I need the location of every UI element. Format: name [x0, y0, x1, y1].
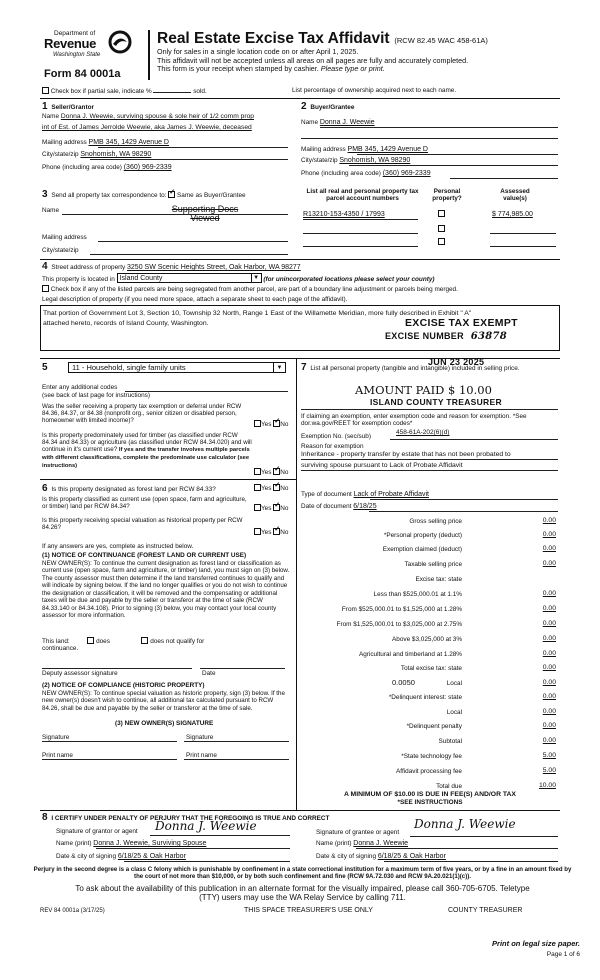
- parcel-number-1[interactable]: R13210-153-4350 / 17993: [303, 211, 385, 218]
- timber-answer: Yes ✓ No: [254, 468, 288, 476]
- exemption-no-checkbox[interactable]: [273, 420, 280, 427]
- form-title-row: [157, 30, 488, 48]
- land-use-value: 11 - Household, single family units: [72, 363, 186, 372]
- buyer-mailing-row: [301, 146, 428, 154]
- exemption-answer: Yes ✓ No: [254, 420, 288, 428]
- historic-answer: Yes ✓ No: [254, 528, 288, 536]
- seller-name-label: Name: [42, 113, 60, 120]
- grantor-date-label: Date & city of signing: [56, 853, 117, 860]
- buyer-phone-field[interactable]: (360) 969-2339: [382, 170, 431, 177]
- unincorporated-note: (for unincorporated locations please select your county): [263, 276, 435, 283]
- buyer-mailing-field[interactable]: PMB 345, 1429 Avenue D: [347, 146, 428, 153]
- delinquent-state-amount[interactable]: 0.00: [542, 693, 556, 700]
- gross-amount[interactable]: 0.00: [542, 517, 556, 524]
- deputy-date-label: Date: [202, 670, 216, 677]
- taxable-label: Taxable selling price: [404, 561, 462, 568]
- seller-city-field[interactable]: Snohomish, WA 98290: [80, 151, 152, 158]
- exemption-yes-checkbox[interactable]: [254, 420, 261, 427]
- excise-exempt-stamp: EXCISE TAX EXEMPT: [405, 317, 518, 329]
- form-citation: (RCW 82.45 WAC 458-61A): [394, 36, 488, 45]
- street-number: 4: [42, 261, 48, 272]
- buyer-phone-label: Phone (including area code): [301, 170, 381, 177]
- supporting-docs-text: Supporting Docs Viewed: [171, 204, 239, 223]
- personal-property-label: List all personal property (tangible and intangible) included in selling price.: [310, 365, 520, 372]
- tier2-label: From $525,000.01 to $1,525,000 at 1.28%: [341, 606, 462, 613]
- land-does-not-checkbox[interactable]: [141, 637, 148, 644]
- grantee-name-field[interactable]: Donna J. Weewie: [353, 840, 409, 847]
- county-treasurer-label: COUNTY TREASURER: [448, 907, 523, 914]
- land-does-checkbox[interactable]: [87, 637, 94, 644]
- header-instructions: [157, 48, 468, 74]
- forest-yes-checkbox[interactable]: [254, 484, 261, 491]
- grantee-date-field[interactable]: 6/18/25 & Oak Harbor: [377, 853, 446, 860]
- legal-line2: attached hereto, records of Island County, Washington.: [43, 319, 209, 327]
- this-land-row: This land: does does not qualify for: [42, 638, 205, 645]
- codes-label: Enter any additional codes: [42, 384, 118, 391]
- total-state-label: Total excise tax: state: [400, 665, 462, 672]
- section8-number: 8: [42, 812, 48, 823]
- seller-phone-field[interactable]: (360) 969-2339: [123, 164, 172, 171]
- section6-number: 6: [42, 483, 48, 494]
- legal-line1: That portion of Government Lot 3, Section 10, Township 32 North, Range 1 East of the Willamette Meridian, more fully described in Exhibit " A": [43, 310, 472, 317]
- dor-logo: [44, 30, 132, 70]
- owner-signature-label: Signature: [42, 734, 70, 741]
- land-use-chevron-icon[interactable]: ▼: [273, 363, 285, 373]
- timber-no-checkbox[interactable]: [273, 468, 280, 475]
- tech-fee-label: *State technology fee: [401, 753, 462, 760]
- section5-row: [42, 362, 50, 374]
- penalty-label: *Delinquent penalty: [406, 723, 462, 730]
- seller-number: 1: [42, 101, 48, 112]
- divider-top: [40, 98, 560, 99]
- seller-mailing-row: [42, 139, 169, 147]
- boundary-checkbox[interactable]: [42, 285, 49, 292]
- amount-paid-stamp: AMOUNT PAID $ 10.00: [355, 383, 492, 397]
- buyer-name-row: [301, 119, 375, 127]
- buyer-name-label: Name: [301, 119, 319, 126]
- section5-number: 5: [42, 362, 48, 373]
- new-owner-signature-title: (3) NEW OWNER(S) SIGNATURE: [115, 720, 214, 727]
- legal-paper-note: Print on legal size paper.: [492, 939, 580, 948]
- personal-checkbox-2[interactable]: [438, 225, 445, 233]
- local-rate: 0.0050: [392, 678, 415, 687]
- date-stamp: JUN 23 2025: [428, 357, 485, 367]
- grantor-name-field[interactable]: Donna J. Weewie, Surviving Spouse: [93, 840, 207, 847]
- tier3-label: From $1,525,000.01 to $3,025,000 at 2.75%: [336, 621, 462, 628]
- ag-amount[interactable]: 0.00: [542, 650, 556, 657]
- accessibility-note: [30, 885, 575, 903]
- doc-date-row: [301, 503, 377, 511]
- parcel-col-header: List all real and personal property tax parcel account numbers: [306, 188, 419, 203]
- reason-line1[interactable]: Inheritance - property transfer by estate that has not been probated to: [301, 451, 511, 458]
- tier4-amount[interactable]: 0.00: [542, 635, 556, 642]
- owner-print-name-label: Print name: [42, 752, 73, 759]
- personal-deduct-amount[interactable]: 0.00: [542, 531, 556, 538]
- ag-label: Agricultural and timberland at 1.28%: [358, 651, 462, 658]
- total-due-label: Total due: [436, 783, 462, 790]
- street-label: Street address of property: [51, 264, 126, 271]
- doc-date-field[interactable]: 6/18/25: [353, 503, 377, 510]
- grantee-signature-label: Signature of grantee or agent: [316, 829, 400, 836]
- current-use-yes-checkbox[interactable]: [254, 504, 261, 511]
- correspondence-number: 3: [42, 189, 48, 200]
- gross-label: Gross selling price: [409, 518, 462, 525]
- total-state-amount[interactable]: 0.00: [542, 664, 556, 671]
- taxable-amount[interactable]: 0.00: [542, 560, 556, 567]
- personal-deduct-label: *Personal property (deduct): [383, 532, 462, 539]
- local-amount[interactable]: 0.00: [542, 679, 556, 686]
- seller-phone-row: [42, 164, 172, 172]
- partial-sale-row: [42, 87, 207, 95]
- forest-question: Is this property designated as forest land per RCW 84.33?: [51, 486, 216, 493]
- if-yes-note: If any answers are yes, complete as instructed below.: [42, 543, 194, 550]
- buyer-phone-row: [301, 170, 431, 178]
- land-use-select[interactable]: [68, 362, 286, 373]
- seller-city-row: [42, 151, 151, 159]
- correspondence-label: Send all property tax correspondence to:: [51, 192, 167, 199]
- delinquent-state-label: *Delinquent interest: state: [388, 694, 462, 701]
- header-divider: [148, 30, 150, 80]
- exemption-question: Was the seller receiving a property tax exemption or deferral under RCW 84.36, 84.37, or 84.38 (nonprofit org., senior citizen or disabled person, homeowner with limited income)?: [42, 403, 242, 425]
- form-title: Real Estate Excise Tax Affidavit: [157, 30, 390, 47]
- notice-continuance-title: (1) NOTICE OF CONTINUANCE (FOREST LAND OR CURRENT USE): [42, 552, 247, 559]
- section7-number: 7: [301, 362, 307, 373]
- revision-label: REV 84 0001a (3/17/25): [40, 908, 105, 914]
- legal-label: Legal description of property (if you need more space, attach a separate sheet to each page of the affidavit).: [42, 296, 348, 303]
- county-select[interactable]: [117, 273, 262, 283]
- tier4-label: Above $3,025,000 at 3%: [392, 636, 462, 643]
- subtotal-label: Subtotal: [438, 738, 462, 745]
- certify-text: I CERTIFY UNDER PENALTY OF PERJURY THAT THE FOREGOING IS TRUE AND CORRECT: [51, 815, 330, 822]
- owner-signature-label-2: Signature: [186, 734, 214, 741]
- header-line1: Only for sales in a single location code on or after April 1, 2025.: [157, 47, 359, 56]
- exemption-number-row: [301, 433, 371, 440]
- notice-compliance-body: NEW OWNER(S): To continue special valuation as historic property, sign (3) below. If the new owner(s) doesn't wish to continue, all additional tax calculated pursuant to RCW 84.26, shall be due and payable by the seller or transferor at the time of sale.: [42, 690, 285, 712]
- penalty-amount[interactable]: 0.00: [542, 722, 556, 729]
- processing-fee-amount[interactable]: 5.00: [542, 767, 556, 774]
- timber-question: Is this property predominately used for timber (as classified under RCW 84.34 and 84.33) or agriculture (as classified under RCW 84.34.020) and will continue in it's current use? If yes and the transfer involves multiple parcels with different classifications, complete the predominate use calculator (see instructions): [42, 432, 252, 469]
- buyer-city-row: [301, 157, 410, 165]
- total-due-amount[interactable]: 10.00: [538, 782, 556, 789]
- tier1-label: Less than $525,000.01 at 1.1%: [373, 591, 462, 598]
- revenue-swirl-icon: [108, 30, 132, 54]
- exemption-number-field[interactable]: 458-61A-202(6)(d): [396, 429, 450, 436]
- exemption-deduct-label: Exemption claimed (deduct): [382, 546, 462, 553]
- see-instructions: *SEE INSTRUCTIONS: [397, 799, 463, 806]
- header-line3: This form is your receipt when stamped by cashier.: [157, 64, 319, 74]
- county-row: [42, 273, 435, 283]
- buyer-city-field[interactable]: Snohomish, WA 98290: [339, 157, 411, 164]
- seller-city-label: City/state/zip: [42, 151, 79, 158]
- seller-heading: [42, 101, 94, 113]
- page-number: Page 1 of 6: [546, 951, 580, 958]
- correspondence-row: [42, 189, 246, 201]
- excise-number-stamp: [385, 331, 507, 343]
- reason-label: Reason for exemption: [301, 443, 364, 450]
- correspondence-name-label: Name: [42, 207, 60, 214]
- doc-type-field[interactable]: Lack of Probate Affidavit: [353, 491, 429, 498]
- buyer-heading: [301, 101, 354, 113]
- assessed-value-1[interactable]: $ 774,985.00: [492, 211, 533, 218]
- grantor-name-label: Name (print): [56, 840, 92, 847]
- buyer-city-label: City/state/zip: [301, 157, 338, 164]
- perjury-notice: Perjury in the second degree is a class C felony which is punishable by confinement in a state correctional institution for a maximum term of five years, or by a fine in an amount fixed by the court of not more than $10,000, or by both such confinement and fine (RCW 9A.72.030 and RCW 9A.20.021(1)(c)).: [33, 866, 572, 880]
- grantee-date-row: [316, 853, 446, 861]
- deputy-signature-label: Deputy assessor signature: [42, 670, 118, 677]
- buyer-name-field[interactable]: Donna J. Weewie: [319, 119, 375, 126]
- partial-sale-label: Check box if partial sale, indicate %: [50, 88, 152, 95]
- seller-mailing-field[interactable]: PMB 345, 1429 Avenue D: [88, 139, 169, 146]
- grantor-date-row: [56, 853, 186, 861]
- located-label: This property is located in: [42, 276, 115, 283]
- header-line2: This affidavit will not be accepted unless all areas on all pages are fully and accurately completed.: [157, 55, 469, 65]
- owner-print-name-label-2: Print name: [186, 752, 217, 759]
- county-value: Island County: [119, 275, 163, 282]
- seller-name-line1[interactable]: Donna J. Weewie, surviving spouse & sole heir of 1/2 comm prop: [60, 113, 255, 120]
- seller-phone-label: Phone (including area code): [42, 164, 122, 171]
- grantee-name-row: [316, 840, 408, 848]
- seller-name-row: [42, 113, 254, 121]
- forest-no-checkbox[interactable]: [273, 484, 280, 491]
- boundary-label: Check box if any of the listed parcels are being segregated from another parcel, are part of a boundary line adjustment or parcels being merged.: [50, 286, 458, 293]
- local2-amount[interactable]: 0.00: [542, 708, 556, 715]
- grantor-date-field[interactable]: 6/18/25 & Oak Harbor: [117, 853, 186, 860]
- local-label: Local: [446, 680, 462, 687]
- buyer-heading-label: Buyer/Grantee: [310, 104, 355, 111]
- accessibility-line1: To ask about the availability of this publication in an alternate format for the visually impaired, please call 360-705-6705. Teletype: [75, 884, 530, 893]
- form-number: Form 84 0001a: [44, 68, 121, 80]
- seller-mailing-label: Mailing address: [42, 139, 87, 146]
- exemption-deduct-amount[interactable]: 0.00: [542, 545, 556, 552]
- header-line3-italic: Please type or print.: [320, 64, 385, 74]
- personal-checkbox-1[interactable]: [438, 210, 445, 218]
- continuance-label: continuance.: [42, 645, 79, 652]
- dept-state: Washington State: [53, 52, 101, 58]
- partial-sale-checkbox[interactable]: [42, 87, 49, 94]
- historic-yes-checkbox[interactable]: [254, 528, 261, 535]
- tier2-amount[interactable]: 0.00: [542, 605, 556, 612]
- grantee-name-label: Name (print): [316, 840, 352, 847]
- seller-heading-label: Seller/Grantor: [51, 104, 94, 111]
- current-use-no-checkbox[interactable]: [273, 504, 280, 511]
- dropdown-chevron-icon[interactable]: ▼: [251, 274, 261, 283]
- correspondence-mailing-label: Mailing address: [42, 234, 87, 241]
- dept-line1: Department of: [54, 30, 96, 37]
- timber-yes-checkbox[interactable]: [254, 468, 261, 475]
- same-as-buyer-label: Same as Buyer/Grantee: [177, 192, 246, 199]
- tech-fee-amount[interactable]: 5.00: [542, 752, 556, 759]
- grantor-name-row: [56, 840, 206, 848]
- grantor-signature-label: Signature of grantor or agent: [56, 828, 138, 835]
- processing-fee-label: Affidavit processing fee: [396, 768, 462, 775]
- tier1-amount[interactable]: 0.00: [542, 590, 556, 597]
- notice-continuance-body: NEW OWNER(S): To continue the current designation as forest land or classification as current use (open space, farm and agriculture, or timber) land, you must sign on (3) below. The county assessor must then determine if the land transferred continues to qualify and will indicate by signing below. If the land no longer qualifies or you do not wish to continue the designation or classification, it will be removed and the compensating or additional taxes will be due and payable by the seller or transferor at the time of sale (RCW 84.33.140 or 84.34.108). Prior to signing (3) below, you may contact your local county assessor for more information.: [42, 560, 290, 620]
- local2-label: Local: [446, 709, 462, 716]
- grantee-date-label: Date & city of signing: [316, 853, 377, 860]
- excise-number-label: EXCISE NUMBER: [385, 331, 464, 341]
- buyer-mailing-label: Mailing address: [301, 146, 346, 153]
- historic-question: Is this property receiving special valuation as historical property per RCW 84.26?: [42, 517, 243, 532]
- dept-revenue: Revenue: [44, 36, 97, 51]
- exemption-instructions: If claiming an exemption, enter exemption code and reason for exemption. *See dor.wa.gov/REET for exemption codes*: [301, 413, 527, 428]
- seller-name-line2[interactable]: int of Est. of James Jerrolde Weewie, aka James J. Weewie, deceased: [42, 124, 252, 131]
- personal-checkbox-3[interactable]: [438, 238, 445, 246]
- personal-col-header: Personal property?: [432, 188, 462, 203]
- tier3-amount[interactable]: 0.00: [542, 620, 556, 627]
- subtotal-amount[interactable]: 0.00: [542, 737, 556, 744]
- assessed-col-header: Assessed value(s): [500, 188, 530, 203]
- excise-state-label: Excise tax: state: [415, 576, 462, 583]
- forest-answer: Yes ✓ No: [254, 484, 288, 492]
- doc-type-row: [301, 491, 429, 499]
- minimum-due-note: A MINIMUM OF $10.00 IS DUE IN FEE(S) AND/OR TAX: [344, 791, 516, 798]
- forest-row: [42, 483, 216, 495]
- current-use-answer: Yes ✓ No: [254, 504, 288, 512]
- supporting-docs-stamp: [170, 205, 240, 222]
- same-as-buyer-checkbox[interactable]: [168, 191, 175, 198]
- excise-number-value: 63878: [470, 331, 508, 342]
- current-use-question: Is this property classified as current use (open space, farm and agriculture, or timber) land per RCW 84.34?: [42, 496, 247, 511]
- street-row: [42, 261, 301, 273]
- partial-sale-suffix: sold.: [193, 88, 207, 95]
- ownership-note: List percentage of ownership acquired next to each name.: [292, 87, 457, 94]
- grantee-signature[interactable]: Donna J. Weewie: [414, 817, 516, 831]
- accessibility-line2: (TTY) users may use the WA Relay Service by calling 711.: [199, 892, 406, 902]
- exemption-number-label: Exemption No. (sec/sub): [301, 433, 371, 440]
- codes-instructions: (see back of last page for instructions): [42, 392, 150, 399]
- reason-line2[interactable]: surviving spouse pursuant to Lack of Probate Affidavit: [301, 462, 463, 469]
- buyer-number: 2: [301, 101, 307, 112]
- street-address-field[interactable]: 3250 SW Scenic Heights Street, Oak Harbor, WA 98277: [127, 264, 301, 271]
- historic-no-checkbox[interactable]: [273, 528, 280, 535]
- boundary-row: [42, 285, 458, 293]
- doc-type-label: Type of document: [301, 491, 352, 498]
- doc-date-label: Date of document: [301, 503, 352, 510]
- notice-compliance-title: (2) NOTICE OF COMPLIANCE (HISTORIC PROPERTY): [42, 682, 205, 689]
- treasurer-use-label: THIS SPACE TREASURER'S USE ONLY: [244, 907, 373, 914]
- correspondence-city-label: City/state/zip: [42, 247, 79, 254]
- county-treasurer-stamp: ISLAND COUNTY TREASURER: [370, 397, 502, 407]
- grantor-signature[interactable]: Donna J. Weewie: [155, 819, 257, 833]
